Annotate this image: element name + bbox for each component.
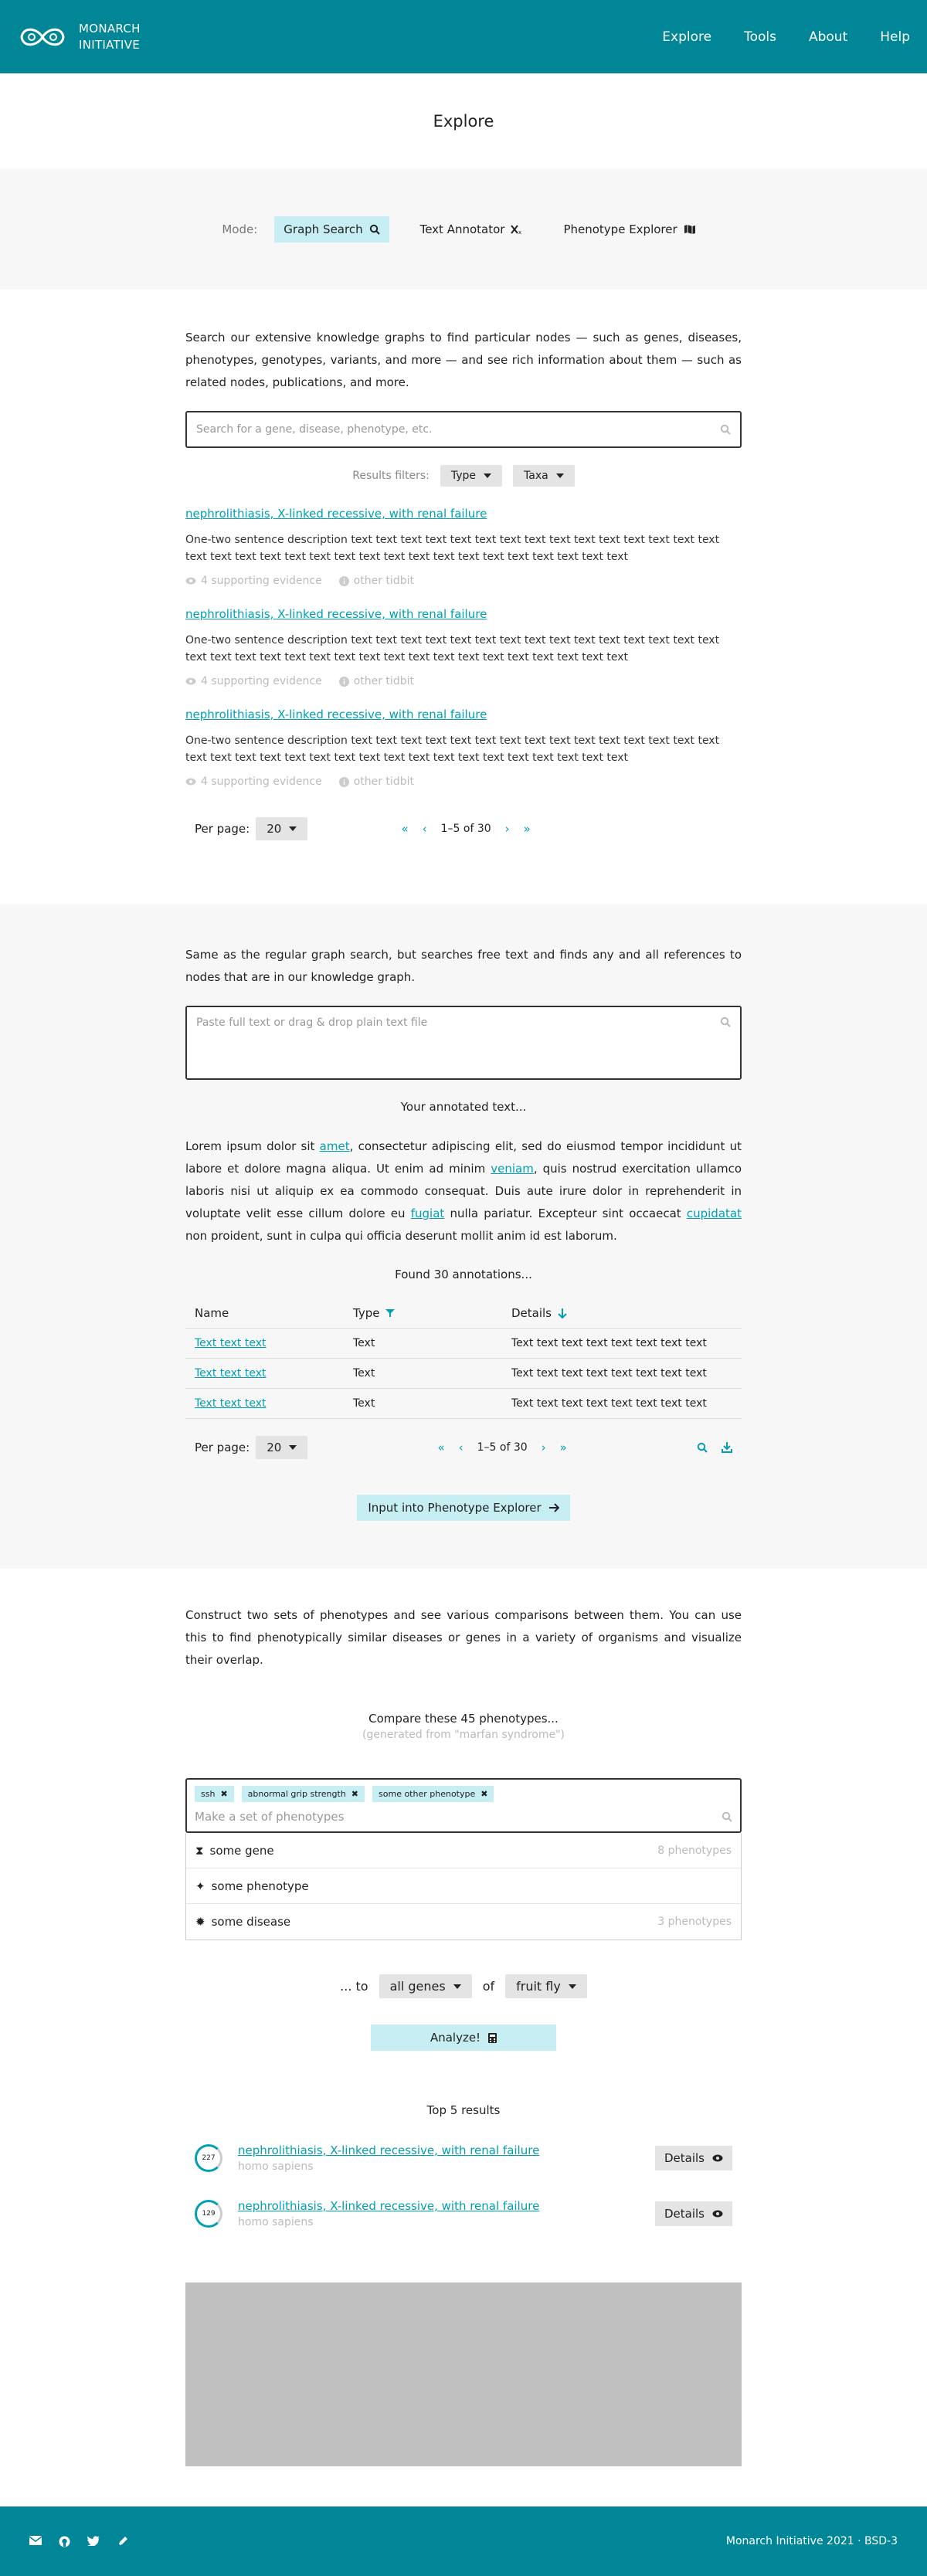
of-label: of <box>482 1979 495 1994</box>
brand-text <box>79 21 141 53</box>
caret-down-icon <box>453 1984 461 1989</box>
first-page-icon[interactable]: « <box>437 1441 445 1454</box>
result-tidbit <box>339 675 414 687</box>
monarch-logo-icon <box>17 23 68 51</box>
option-label-wrap <box>195 1915 290 1929</box>
top-result-info <box>195 2143 539 2173</box>
footer-icons <box>29 2536 128 2547</box>
result-tidbit <box>339 575 414 587</box>
mode-phenotype-explorer-label: Phenotype Explorer <box>563 222 677 236</box>
phenotype-icon: ✦ <box>195 1879 205 1893</box>
top-result-species: homo sapiens <box>238 2160 314 2173</box>
search-icon <box>720 1016 731 1027</box>
nav-explore[interactable]: Explore <box>662 29 712 45</box>
site-header <box>0 0 927 73</box>
top-result-text <box>238 2143 539 2173</box>
caret-down-icon <box>569 1984 576 1989</box>
result-title-link[interactable]: nephrolithiasis, X-linked recessive, with renal failure <box>185 708 487 721</box>
text-fragment: non proident, sunt in culpa qui officia deserunt mollit anim id est laborum. <box>185 1229 617 1243</box>
phenotype-explorer-description: Construct two sets of phenotypes and see various comparisons between them. You can use this to find phenotypically similar diseases or genes in a variety of organisms and visualize their overlap. <box>185 1608 742 1667</box>
nav-help[interactable]: Help <box>880 29 910 45</box>
search-icon[interactable] <box>697 1442 708 1453</box>
caret-down-icon <box>289 826 297 831</box>
result-title-link[interactable]: nephrolithiasis, X-linked recessive, with renal failure <box>185 507 487 521</box>
brand[interactable] <box>17 21 141 53</box>
result-title-link[interactable]: nephrolithiasis, X-linked recessive, with renal failure <box>185 607 487 621</box>
svg-text:x: x <box>518 229 522 235</box>
analyze-button[interactable] <box>371 2024 556 2051</box>
per-page-value: 20 <box>267 1441 282 1454</box>
phenotype-tag <box>242 1786 365 1802</box>
table-row <box>185 1329 742 1359</box>
per-page-value: 20 <box>267 822 282 836</box>
organism-select[interactable] <box>505 1974 587 1998</box>
arrow-right-icon <box>549 1503 559 1512</box>
option-label: some gene <box>209 1843 274 1858</box>
clear-format-icon <box>511 224 523 235</box>
result-tidbit <box>339 776 414 788</box>
column-type[interactable] <box>344 1298 502 1329</box>
comparison-target-row <box>185 1974 742 1998</box>
table-header-row <box>185 1298 742 1329</box>
mode-graph-search[interactable] <box>274 216 389 243</box>
cell-name <box>185 1389 344 1419</box>
result-description: One-two sentence description text text text text text text text text text text text text text text text text text text text text text text text text text text text text text text text text text <box>185 534 720 563</box>
result-meta <box>185 575 742 587</box>
twitter-icon[interactable] <box>87 2536 100 2546</box>
result-evidence <box>185 776 322 788</box>
tag-label: some other phenotype <box>379 1789 476 1799</box>
top-result-title-link[interactable]: nephrolithiasis, X-linked recessive, with renal failure <box>238 2143 540 2157</box>
graph-search-description: Search our extensive knowledge graphs to find particular nodes — such as genes, diseases, phenotypes, genotypes, variants, and more — and see rich information about them — such as related nodes, publications, and more. <box>185 331 742 389</box>
annotator-description: Same as the regular graph search, but searches free text and finds any and all references to nodes that are in our knowledge graph. <box>185 948 742 984</box>
result-meta <box>185 776 742 788</box>
phenotype-input-row <box>195 1810 732 1824</box>
column-details[interactable] <box>502 1298 742 1329</box>
per-page <box>195 1436 307 1459</box>
filter-taxa-label: Taxa <box>524 470 548 482</box>
eye-icon <box>712 2210 723 2218</box>
option-label-wrap <box>195 1879 309 1893</box>
cta-label: Input into Phenotype Explorer <box>368 1501 542 1515</box>
dropdown-option[interactable] <box>186 1868 741 1904</box>
evidence-text: 4 supporting evidence <box>201 675 322 687</box>
analyze-wrap <box>185 2024 742 2051</box>
eye-icon <box>185 778 196 786</box>
tidbit-text: other tidbit <box>353 776 414 788</box>
table-row <box>185 1359 742 1389</box>
result-evidence <box>185 675 322 687</box>
pagination <box>437 1441 566 1454</box>
annotations-pager <box>185 1436 742 1459</box>
close-icon[interactable]: ✖ <box>351 1789 359 1799</box>
brand-line-1: MONARCH <box>79 21 141 36</box>
cta-wrap <box>185 1495 742 1521</box>
search-icon <box>720 424 731 435</box>
option-label: some phenotype <box>211 1879 309 1893</box>
cell-type: Text <box>344 1359 502 1389</box>
github-icon[interactable] <box>59 2536 70 2547</box>
column-type-label: Type <box>353 1306 380 1320</box>
mode-text-annotator[interactable] <box>411 216 533 243</box>
info-icon <box>339 777 349 787</box>
row-name-link[interactable]: Text text text <box>195 1337 267 1349</box>
option-label: some disease <box>211 1915 291 1929</box>
graph-search-input[interactable] <box>185 411 742 448</box>
nav-about[interactable]: About <box>808 29 848 45</box>
cell-type: Text <box>344 1389 502 1419</box>
top-result <box>185 2199 742 2228</box>
cell-details: Text text text text text text text text <box>502 1389 742 1419</box>
per-page-select[interactable] <box>256 1436 307 1459</box>
cell-type: Text <box>344 1329 502 1359</box>
text-annotator-section <box>0 904 927 1569</box>
next-page-icon[interactable]: › <box>541 1441 546 1454</box>
tidbit-text: other tidbit <box>353 575 414 587</box>
input-into-phenotype-explorer-button[interactable] <box>357 1495 569 1521</box>
search-placeholder: Search for a gene, disease, phenotype, etc. <box>196 423 433 436</box>
next-page-icon[interactable]: › <box>504 822 510 836</box>
info-icon <box>339 576 349 586</box>
download-icon[interactable] <box>722 1442 732 1453</box>
eye-icon <box>712 2154 723 2162</box>
last-page-icon[interactable]: » <box>523 822 531 836</box>
per-page-select[interactable] <box>256 817 307 840</box>
phenotype-set-input[interactable] <box>185 1778 742 1833</box>
phenotype-explorer-section <box>185 1569 742 2466</box>
mode-phenotype-explorer[interactable] <box>554 216 705 243</box>
title-bar <box>0 73 927 168</box>
close-icon[interactable]: ✖ <box>480 1789 488 1799</box>
score-value: 129 <box>202 2210 216 2218</box>
phenotype-tag <box>195 1786 234 1802</box>
column-details-label: Details <box>511 1306 552 1320</box>
annotation-link[interactable]: cupidatat <box>686 1207 742 1220</box>
main-nav <box>662 29 910 45</box>
top-result-species: homo sapiens <box>238 2216 314 2228</box>
target-value: all genes <box>389 1979 446 1994</box>
last-page-icon[interactable]: » <box>559 1441 567 1454</box>
arrow-down-icon[interactable] <box>558 1308 567 1319</box>
caret-down-icon <box>289 1445 297 1450</box>
text-fragment: , consectetur adipiscing elit, sed do eiusmod tempor incididunt ut labore et dolore magna aliqua. Ut enim ad minim <box>185 1139 742 1176</box>
filter-icon[interactable] <box>385 1308 395 1318</box>
first-page-icon[interactable]: « <box>401 822 409 836</box>
disease-icon: ✹ <box>195 1915 205 1929</box>
brand-line-2: INITIATIVE <box>79 37 141 52</box>
cell-name <box>185 1359 344 1389</box>
cell-details: Text text text text text text text text <box>502 1329 742 1359</box>
tag-label: ssh <box>201 1789 216 1799</box>
column-name-label: Name <box>195 1306 229 1320</box>
footer-text: Monarch Initiative 2021 · BSD-3 <box>725 2535 898 2547</box>
top-results-heading: Top 5 results <box>426 2103 501 2117</box>
filters-label: Results filters: <box>352 470 430 482</box>
column-name[interactable] <box>185 1298 344 1329</box>
annotation-link[interactable]: amet <box>319 1139 350 1153</box>
evidence-text: 4 supporting evidence <box>201 575 322 587</box>
per-page <box>195 817 307 840</box>
result-description: One-two sentence description text text text text text text text text text text text text text text text text text text text text text text text text text text text text text text text text text <box>185 634 720 664</box>
search-result <box>185 708 742 788</box>
top-result <box>185 2143 742 2173</box>
score-ring <box>195 2144 222 2172</box>
info-icon <box>339 677 349 687</box>
table-actions <box>697 1442 732 1453</box>
eye-icon <box>185 677 196 685</box>
analyze-label: Analyze! <box>430 2031 481 2045</box>
pagination <box>401 822 530 836</box>
phenotype-placeholder: Make a set of phenotypes <box>195 1810 345 1824</box>
prev-page-icon[interactable]: ‹ <box>422 822 427 836</box>
annotator-textarea[interactable] <box>185 1006 742 1080</box>
tag-label: abnormal grip strength <box>247 1789 346 1799</box>
option-count: 3 phenotypes <box>657 1916 732 1928</box>
results-filters <box>185 465 742 487</box>
top-result-text <box>238 2199 539 2228</box>
table-row <box>185 1389 742 1419</box>
caret-down-icon <box>484 473 491 478</box>
details-label: Details <box>664 2207 705 2221</box>
target-select[interactable] <box>379 1974 472 1998</box>
search-result <box>185 507 742 587</box>
calculator-icon <box>488 2033 497 2043</box>
annotation-link[interactable]: fugiat <box>410 1207 445 1220</box>
page-range: 1–5 of 30 <box>440 823 491 835</box>
score-value: 227 <box>202 2154 216 2162</box>
results-pager <box>185 817 742 840</box>
evidence-text: 4 supporting evidence <box>201 776 322 788</box>
score-ring <box>195 2200 222 2228</box>
per-page-label: Per page: <box>195 822 250 836</box>
filter-type-select[interactable] <box>440 465 502 487</box>
dropdown-option[interactable] <box>186 1904 741 1940</box>
textarea-placeholder: Paste full text or drag & drop plain text file <box>196 1016 428 1029</box>
text-fragment: , quis nostrud exercitation ullamco laboris nisi ut aliquip ex ea commodo consequat. Duis aute irure dolor in reprehenderit in voluptate velit esse cillum dolore eu <box>185 1162 742 1220</box>
compare-subheading: (generated from "marfan syndrome") <box>362 1729 565 1741</box>
result-description: One-two sentence description text text text text text text text text text text text text text text text text text text text text text text text text text text text text text text text text text <box>185 735 720 764</box>
email-icon[interactable] <box>29 2536 42 2545</box>
blog-icon[interactable] <box>117 2536 128 2547</box>
map-icon <box>684 224 696 235</box>
caret-down-icon <box>556 473 564 478</box>
phenotype-tag <box>372 1786 494 1802</box>
cell-name <box>185 1329 344 1359</box>
found-annotations-label: Found 30 annotations... <box>395 1268 532 1281</box>
row-name-link[interactable]: Text text text <box>195 1367 267 1380</box>
eye-icon <box>185 577 196 585</box>
annotations-table <box>185 1298 742 1419</box>
option-count: 8 phenotypes <box>657 1844 732 1857</box>
organism-value: fruit fly <box>516 1979 561 1994</box>
page-title: Explore <box>433 111 494 131</box>
dropdown-option[interactable] <box>186 1833 741 1868</box>
mode-text-annotator-label: Text Annotator <box>419 222 505 236</box>
gene-icon: ⧗ <box>195 1843 204 1858</box>
mode-bar <box>0 168 927 290</box>
mode-graph-search-label: Graph Search <box>284 222 363 236</box>
cell-details: Text text text text text text text text <box>502 1359 742 1389</box>
to-label: ... to <box>340 1979 368 1994</box>
details-button[interactable] <box>655 2146 732 2170</box>
text-fragment: Lorem ipsum dolor sit <box>185 1139 320 1153</box>
search-icon <box>369 224 380 235</box>
per-page-label: Per page: <box>195 1441 250 1454</box>
prev-page-icon[interactable]: ‹ <box>458 1441 464 1454</box>
mode-label: Mode: <box>222 222 258 236</box>
compare-heading: Compare these 45 phenotypes... <box>368 1712 559 1726</box>
phenotype-dropdown <box>185 1833 742 1940</box>
site-footer <box>0 2506 927 2576</box>
graph-search-section <box>185 327 742 840</box>
details-button[interactable] <box>655 2201 732 2226</box>
nav-tools[interactable]: Tools <box>744 29 776 45</box>
annotated-text <box>185 1135 742 1247</box>
option-label-wrap <box>195 1844 274 1858</box>
page-range: 1–5 of 30 <box>477 1441 528 1454</box>
filter-type-label: Type <box>450 470 477 482</box>
search-result <box>185 607 742 687</box>
visualization-placeholder <box>185 2282 742 2466</box>
top-result-info <box>195 2199 539 2228</box>
phenotype-tags <box>195 1786 732 1802</box>
filter-taxa-select[interactable] <box>513 465 575 487</box>
annotated-label: Your annotated text... <box>400 1100 527 1114</box>
search-icon <box>722 1811 732 1822</box>
details-label: Details <box>664 2151 705 2165</box>
result-meta <box>185 675 742 687</box>
annotation-link[interactable]: veniam <box>491 1162 534 1176</box>
close-icon[interactable]: ✖ <box>220 1789 228 1799</box>
tidbit-text: other tidbit <box>353 675 414 687</box>
row-name-link[interactable]: Text text text <box>195 1397 267 1410</box>
result-evidence <box>185 575 322 587</box>
text-fragment: nulla pariatur. Excepteur sint occaecat <box>444 1207 687 1220</box>
top-result-title-link[interactable]: nephrolithiasis, X-linked recessive, with renal failure <box>238 2199 540 2213</box>
